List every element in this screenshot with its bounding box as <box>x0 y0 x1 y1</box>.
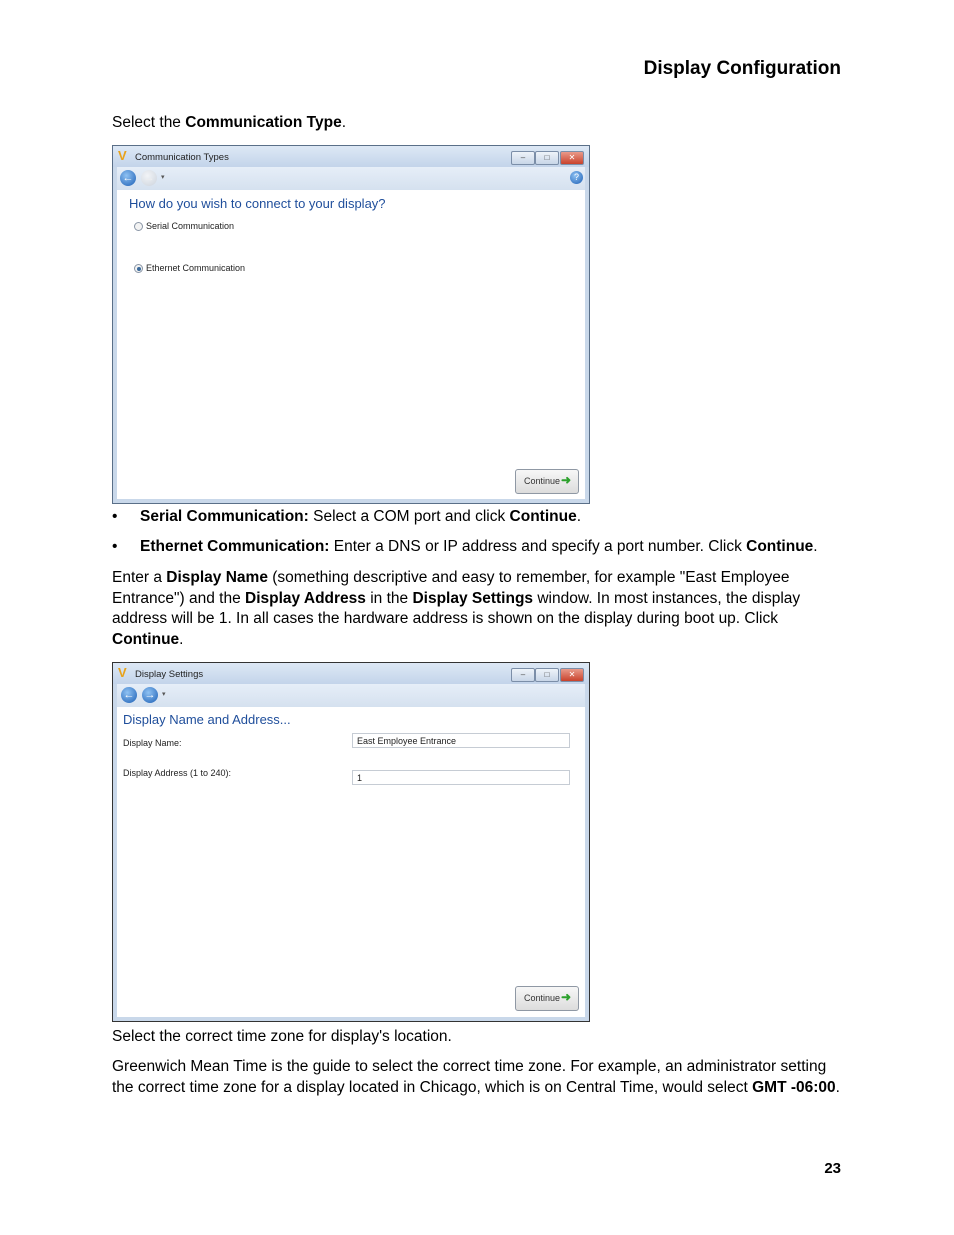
display-name-input[interactable]: East Employee Entrance <box>352 733 570 748</box>
text: . <box>813 538 818 555</box>
text: window. In most instances, the display address will be 1. In all cases the hardware address is shown on the display during boot up. Click <box>112 589 801 627</box>
maximize-button[interactable]: □ <box>535 151 559 165</box>
bullet-icon: • <box>112 508 118 525</box>
close-button[interactable]: ✕ <box>560 668 584 682</box>
bold-text: Display Settings <box>412 589 534 607</box>
app-logo-icon: V <box>118 665 127 680</box>
serial-option-label[interactable]: Serial Communication <box>146 221 235 231</box>
window-title: Communication Types <box>135 152 229 163</box>
question-heading: How do you wish to connect to your display? <box>129 196 386 211</box>
back-arrow-icon[interactable]: ← <box>121 687 137 703</box>
forward-arrow-icon[interactable]: → <box>141 170 157 186</box>
maximize-button[interactable]: □ <box>535 668 559 682</box>
text: . <box>576 508 581 525</box>
page-number: 23 <box>824 1160 841 1177</box>
bold-text: Continue <box>112 630 180 648</box>
bold-text: Communication Type <box>185 114 342 131</box>
text: Select a COM port and click <box>308 508 510 525</box>
continue-label: Continue <box>524 993 561 1003</box>
window-title: Display Settings <box>135 669 204 680</box>
communication-types-window <box>112 145 590 504</box>
text: Select the <box>112 114 186 131</box>
bold-text: Display Name <box>166 569 268 586</box>
help-icon[interactable]: ? <box>570 171 583 184</box>
continue-button[interactable] <box>515 986 579 1011</box>
serial-radio[interactable] <box>134 222 143 231</box>
bold-text: Serial Communication: <box>140 508 309 525</box>
text: . <box>835 1078 840 1096</box>
page-header-title: Display Configuration <box>643 58 841 79</box>
bold-text: Continue <box>509 508 577 525</box>
display-name-paragraph <box>112 568 812 650</box>
window-content <box>117 707 585 1017</box>
display-settings-window <box>112 662 590 1022</box>
window-content <box>117 190 585 499</box>
bold-text: Display Address <box>245 589 366 607</box>
title-bar <box>113 146 589 167</box>
arrow-right-icon: ➜ <box>560 990 571 1004</box>
history-dropdown-icon[interactable]: ▾ <box>161 174 165 181</box>
minimize-button[interactable]: – <box>511 668 535 682</box>
arrow-right-icon: ➜ <box>560 473 571 487</box>
text: Enter a <box>112 569 167 586</box>
bold-text: Ethernet Communication: <box>140 538 330 555</box>
text: . <box>179 630 184 648</box>
bullet-icon: • <box>112 538 118 555</box>
ethernet-option-label[interactable]: Ethernet Communication <box>146 263 246 273</box>
intro-paragraph <box>112 113 346 134</box>
back-arrow-icon[interactable]: ← <box>120 170 136 186</box>
nav-bar <box>117 684 585 707</box>
gmt-paragraph <box>112 1057 852 1098</box>
text: Greenwich Mean Time is the guide to select the correct time zone. For example, an administrator setting the correct time zone for a display located in Chicago, which is on Central Time, would select <box>112 1058 827 1096</box>
section-heading: Display Name and Address... <box>123 712 291 727</box>
title-bar <box>113 663 589 684</box>
bold-text: GMT -06:00 <box>752 1078 836 1096</box>
close-button[interactable]: ✕ <box>560 151 584 165</box>
nav-bar <box>117 167 585 190</box>
text: in the <box>365 589 413 607</box>
history-dropdown-icon[interactable]: ▾ <box>162 691 166 698</box>
continue-button[interactable] <box>515 469 579 494</box>
text: Enter a DNS or IP address and specify a port number. Click <box>329 538 747 555</box>
ethernet-radio[interactable] <box>134 264 143 273</box>
continue-label: Continue <box>524 476 561 486</box>
minimize-button[interactable]: – <box>511 151 535 165</box>
app-logo-icon: V <box>118 148 127 163</box>
forward-arrow-icon[interactable]: → <box>142 687 158 703</box>
text: (something descriptive and easy to remember, for example "East Employee Entrance") and the <box>112 569 790 607</box>
display-name-label: Display Name: <box>123 738 182 748</box>
bold-text: Continue <box>746 538 814 555</box>
display-address-label: Display Address (1 to 240): <box>123 768 232 778</box>
display-address-input[interactable]: 1 <box>352 770 570 785</box>
text: . <box>341 114 347 131</box>
time-zone-paragraph: Select the correct time zone for display's location. <box>112 1028 452 1045</box>
